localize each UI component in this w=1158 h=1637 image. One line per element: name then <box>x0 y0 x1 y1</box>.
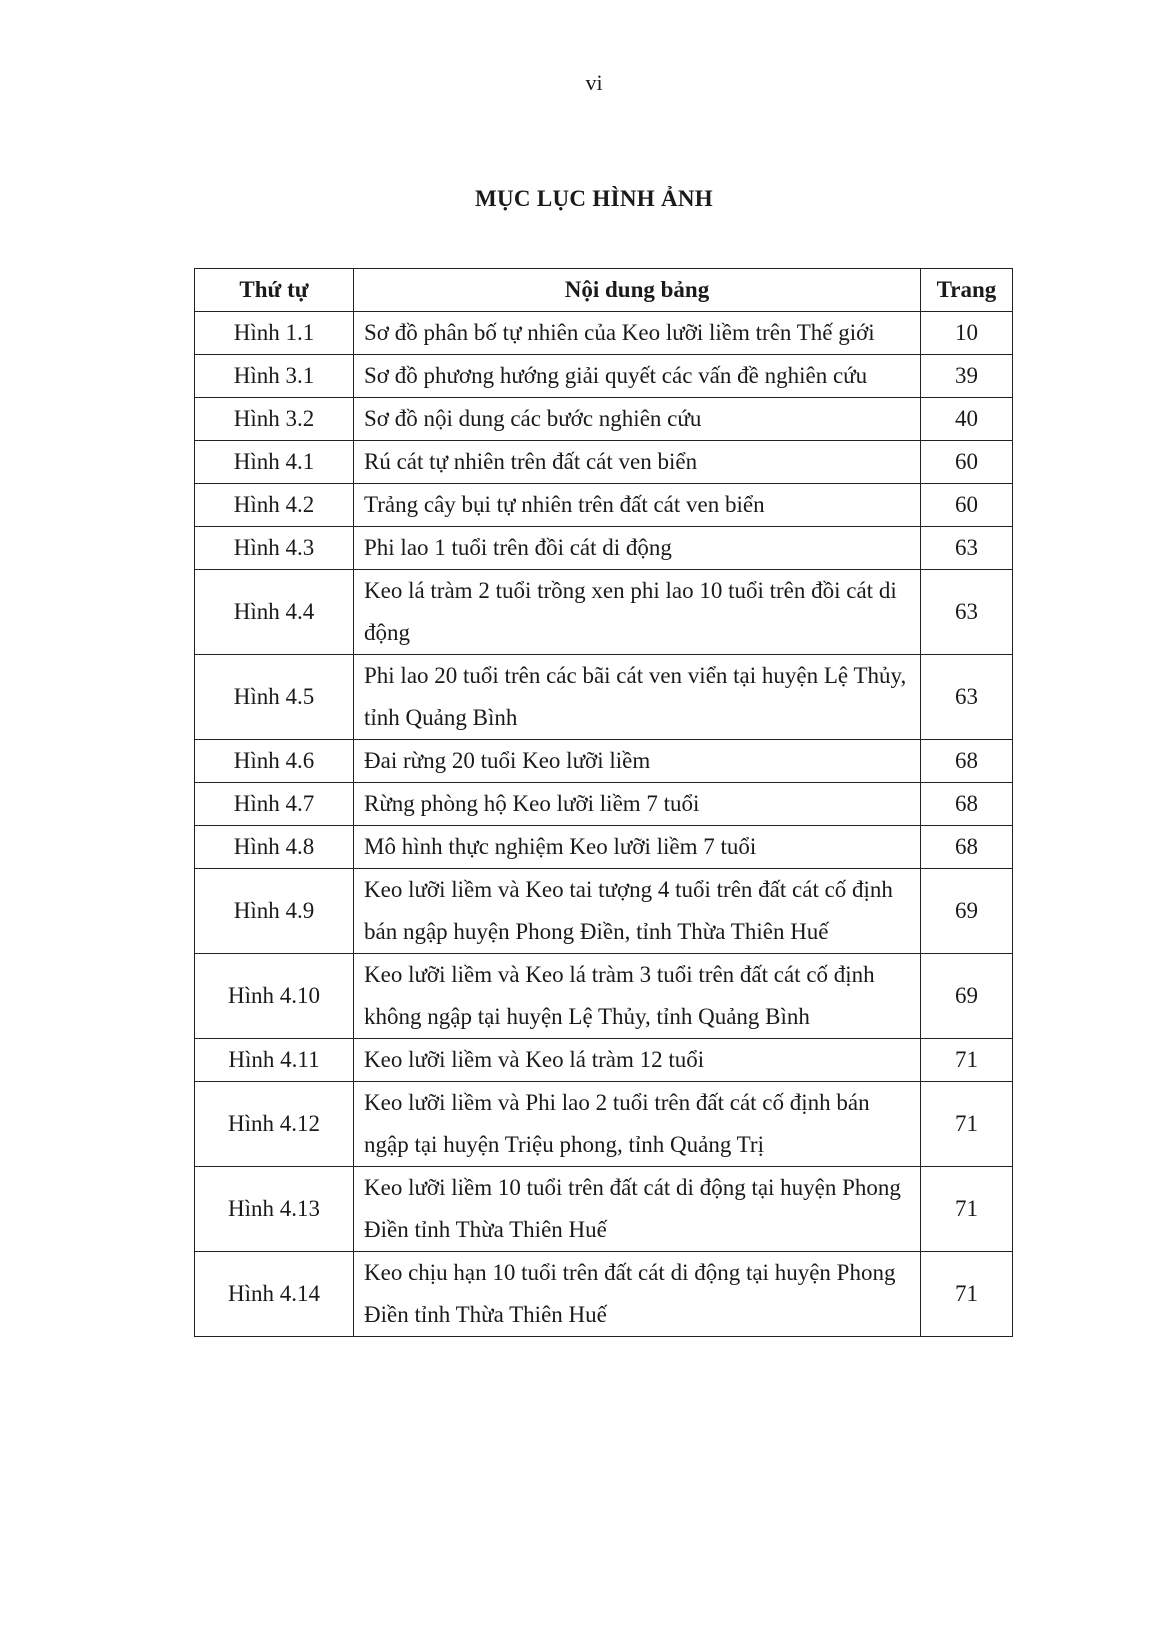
row-order: Hình 4.7 <box>195 783 354 826</box>
row-order: Hình 3.1 <box>195 355 354 398</box>
row-content: Sơ đồ nội dung các bước nghiên cứu <box>354 398 921 441</box>
row-order: Hình 4.11 <box>195 1039 354 1082</box>
row-content: Keo chịu hạn 10 tuổi trên đất cát di động tại huyện Phong Điền tỉnh Thừa Thiên Huế <box>354 1252 921 1337</box>
table-row <box>195 740 1013 783</box>
row-page: 68 <box>921 826 1013 869</box>
table-row <box>195 312 1013 355</box>
row-content: Đai rừng 20 tuổi Keo lưỡi liềm <box>354 740 921 783</box>
table-row <box>195 1167 1013 1252</box>
row-order: Hình 4.3 <box>195 527 354 570</box>
row-page: 68 <box>921 740 1013 783</box>
row-order: Hình 4.5 <box>195 655 354 740</box>
row-content: Keo lá tràm 2 tuổi trồng xen phi lao 10 tuổi trên đồi cát di động <box>354 570 921 655</box>
row-page: 40 <box>921 398 1013 441</box>
table-row <box>195 441 1013 484</box>
row-page: 63 <box>921 655 1013 740</box>
table-row <box>195 869 1013 954</box>
row-order: Hình 4.9 <box>195 869 354 954</box>
row-order: Hình 4.6 <box>195 740 354 783</box>
row-content: Keo lưỡi liềm và Keo tai tượng 4 tuổi trên đất cát cố định bán ngập huyện Phong Điền, tỉnh Thừa Thiên Huế <box>354 869 921 954</box>
row-content: Phi lao 1 tuổi trên đồi cát di động <box>354 527 921 570</box>
row-content: Keo lưỡi liềm và Keo lá tràm 12 tuổi <box>354 1039 921 1082</box>
table-row <box>195 1082 1013 1167</box>
row-page: 60 <box>921 484 1013 527</box>
page-title: MỤC LỤC HÌNH ẢNH <box>475 186 713 211</box>
table-row <box>195 783 1013 826</box>
table-row <box>195 954 1013 1039</box>
header-content: Nội dung bảng <box>354 269 921 312</box>
row-page: 60 <box>921 441 1013 484</box>
row-content: Sơ đồ phương hướng giải quyết các vấn đề nghiên cứu <box>354 355 921 398</box>
row-content: Sơ đồ phân bố tự nhiên của Keo lưỡi liềm trên Thế giới <box>354 312 921 355</box>
table-row <box>195 398 1013 441</box>
table-row <box>195 1252 1013 1337</box>
table-row <box>195 826 1013 869</box>
row-order: Hình 4.10 <box>195 954 354 1039</box>
table-header-row <box>195 269 1013 312</box>
header-order: Thứ tự <box>195 269 354 312</box>
row-content: Trảng cây bụi tự nhiên trên đất cát ven biển <box>354 484 921 527</box>
page-number: vi <box>585 70 603 95</box>
row-page: 69 <box>921 869 1013 954</box>
row-content: Rú cát tự nhiên trên đất cát ven biển <box>354 441 921 484</box>
row-order: Hình 4.8 <box>195 826 354 869</box>
row-content: Phi lao 20 tuổi trên các bãi cát ven viển tại huyện Lệ Thủy, tỉnh Quảng Bình <box>354 655 921 740</box>
table-row <box>195 484 1013 527</box>
row-content: Keo lưỡi liềm và Keo lá tràm 3 tuổi trên đất cát cố định không ngập tại huyện Lệ Thủy, tỉnh Quảng Bình <box>354 954 921 1039</box>
row-page: 10 <box>921 312 1013 355</box>
row-content: Rừng phòng hộ Keo lưỡi liềm 7 tuổi <box>354 783 921 826</box>
header-page: Trang <box>921 269 1013 312</box>
row-content: Keo lưỡi liềm 10 tuổi trên đất cát di động tại huyện Phong Điền tỉnh Thừa Thiên Huế <box>354 1167 921 1252</box>
row-content: Keo lưỡi liềm và Phi lao 2 tuổi trên đất cát cố định bán ngập tại huyện Triệu phong, tỉnh Quảng Trị <box>354 1082 921 1167</box>
row-order: Hình 4.14 <box>195 1252 354 1337</box>
row-order: Hình 3.2 <box>195 398 354 441</box>
row-page: 71 <box>921 1252 1013 1337</box>
table-row <box>195 1039 1013 1082</box>
table-row <box>195 355 1013 398</box>
row-order: Hình 4.4 <box>195 570 354 655</box>
figure-index-table <box>194 268 1013 1337</box>
row-order: Hình 4.1 <box>195 441 354 484</box>
row-page: 68 <box>921 783 1013 826</box>
row-page: 63 <box>921 527 1013 570</box>
row-page: 71 <box>921 1167 1013 1252</box>
row-page: 71 <box>921 1039 1013 1082</box>
table-row <box>195 527 1013 570</box>
table-row <box>195 570 1013 655</box>
row-page: 71 <box>921 1082 1013 1167</box>
row-page: 69 <box>921 954 1013 1039</box>
row-order: Hình 4.2 <box>195 484 354 527</box>
row-page: 39 <box>921 355 1013 398</box>
row-order: Hình 4.13 <box>195 1167 354 1252</box>
row-page: 63 <box>921 570 1013 655</box>
row-order: Hình 1.1 <box>195 312 354 355</box>
row-order: Hình 4.12 <box>195 1082 354 1167</box>
row-content: Mô hình thực nghiệm Keo lưỡi liềm 7 tuổi <box>354 826 921 869</box>
table-row <box>195 655 1013 740</box>
